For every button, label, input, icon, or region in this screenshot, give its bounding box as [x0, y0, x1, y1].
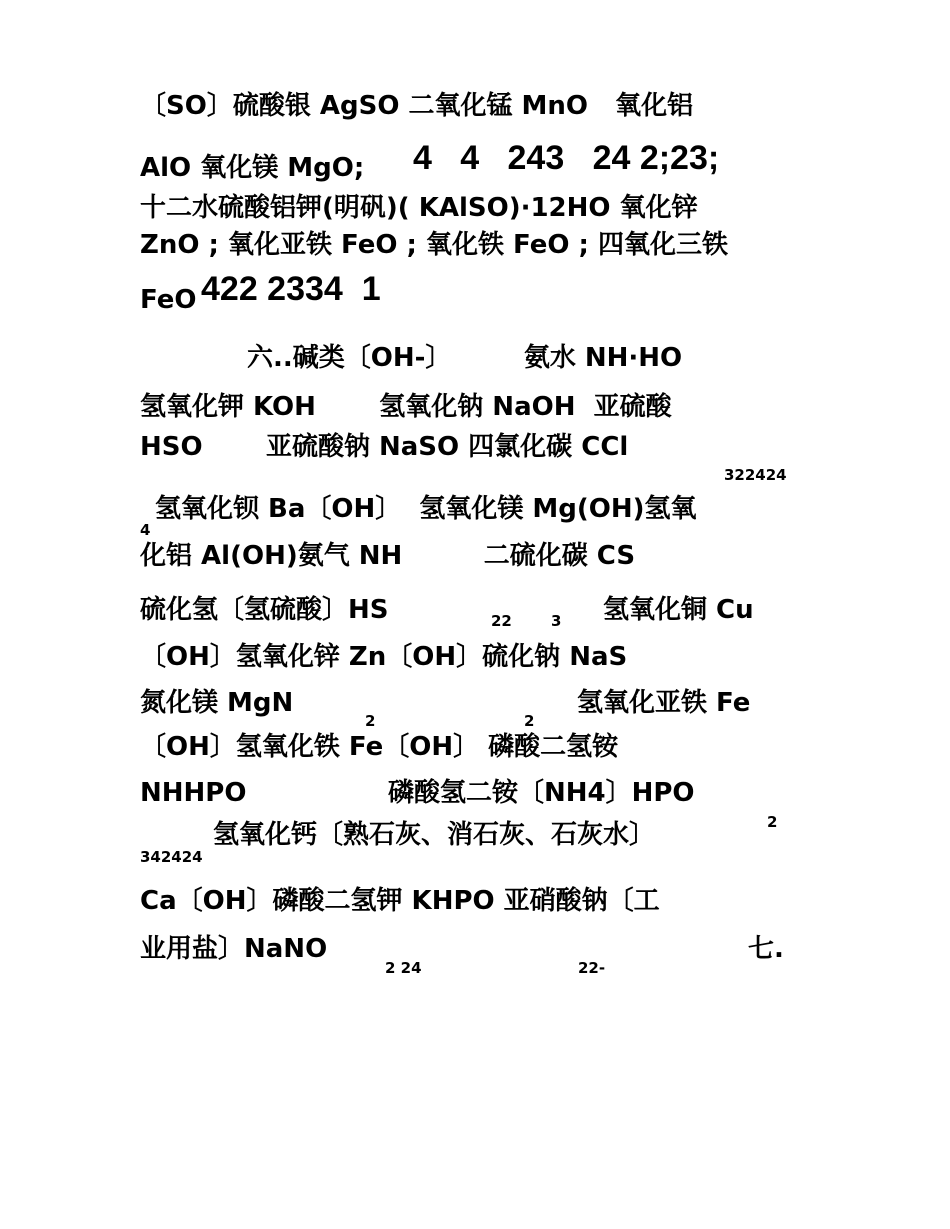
- subscript-row: 2: [767, 813, 778, 831]
- text-line: 〔OH〕氢氧化铁 Fe〔OH〕 磷酸二氢铵: [140, 732, 619, 762]
- subscript-row: 2: [524, 712, 535, 730]
- text-line: 化铝 Al(OH)氨气 NH 二硫化碳 CS: [140, 541, 636, 571]
- subscript-row: 422 2334 1: [201, 270, 381, 308]
- text-line: 氮化镁 MgN: [140, 688, 294, 718]
- text-line: HSO 亚硫酸钠 NaSO 四氯化碳 CCl: [140, 432, 629, 462]
- text-line: 氢氧化亚铁 Fe: [577, 688, 751, 718]
- text-line: 氢氧化铜 Cu: [603, 595, 754, 625]
- subscript-row: 342424: [140, 848, 203, 866]
- text-line: 磷酸氢二铵〔NH4〕HPO: [388, 778, 695, 808]
- section-heading: 六..碱类〔OH-〕 氨水 NH·HO: [247, 343, 683, 373]
- text-line: AlO 氧化镁 MgO;: [140, 153, 365, 183]
- subscript-row: 322424: [724, 466, 787, 484]
- subscript-row: 2 24: [385, 959, 422, 977]
- subscript-row: 22-: [578, 959, 606, 977]
- text-line: ZnO ; 氧化亚铁 FeO ; 氧化铁 FeO ; 四氧化三铁: [140, 230, 728, 260]
- section-heading: 七.: [748, 934, 784, 964]
- subscript-row: 2: [365, 712, 376, 730]
- text-line: 业用盐〕NaNO: [140, 934, 328, 964]
- text-line: 氢氧化钡 Ba〔OH〕 氢氧化镁 Mg(OH)氢氧: [155, 494, 697, 524]
- subscript-row: 4 4 243 24 2;23;: [413, 139, 720, 177]
- text-line: NHHPO: [140, 778, 247, 808]
- text-line: 〔SO〕硫酸银 AgSO 二氧化锰 MnO 氧化铝: [140, 91, 694, 121]
- text-line: FeO: [140, 285, 197, 315]
- text-line: 氢氧化钙〔熟石灰、消石灰、石灰水〕: [213, 820, 656, 850]
- text-line: 〔OH〕氢氧化锌 Zn〔OH〕硫化钠 NaS: [140, 642, 628, 672]
- subscript-row: 4: [140, 521, 151, 539]
- text-line: 氢氧化钾 KOH 氢氧化钠 NaOH 亚硫酸: [140, 392, 672, 422]
- text-line: 硫化氢〔氢硫酸〕HS: [140, 595, 389, 625]
- subscript-row: 3: [551, 612, 562, 630]
- text-line: Ca〔OH〕磷酸二氢钾 KHPO 亚硝酸钠〔工: [140, 886, 660, 916]
- text-line: 十二水硫酸铝钾(明矾)( KAlSO)·12HO 氧化锌: [140, 193, 698, 223]
- subscript-row: 22: [491, 612, 512, 630]
